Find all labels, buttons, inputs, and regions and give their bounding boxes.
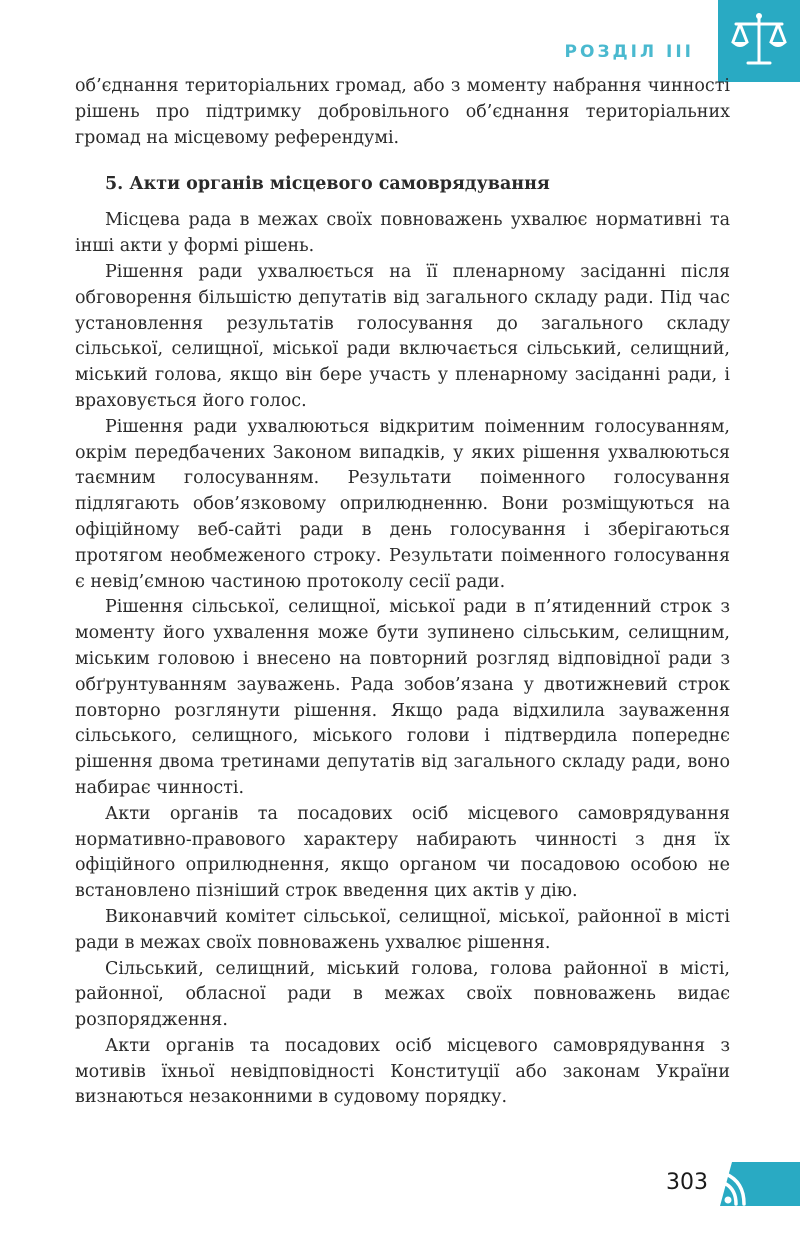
section-label: РОЗДІЛ ІІІ — [564, 42, 694, 62]
paragraph: Виконавчий комітет сільської, селищної, міської, районної в місті ради в межах своїх повноважень ухвалює рішення. — [75, 906, 730, 953]
paragraph: Акти органів та посадових осіб місцевого самоврядування з мотивів їхньої невідповідності Конституції або законам України визнаються незаконними в судовому порядку. — [75, 1035, 730, 1108]
page-number: 303 — [666, 1170, 708, 1195]
header-corner-tab — [718, 0, 800, 82]
wifi-signal-icon — [710, 1160, 800, 1208]
continued-paragraph: об’єднання територіальних громад, або з моменту набрання чинності рішень про підтримку добровільного об’єднання територіальних громад на місцевому референдумі. — [75, 76, 730, 148]
paragraph: Рішення сільської, селищної, міської ради в п’ятиденний строк з моменту його ухвалення може бути зупинено сільським, селищним, міським головою і внесено на повторний розгляд відповідної ради з обґрунтуванням зауважень. Рада зобов’язана у двотижневий строк повторно розглянути рішення. Якщо рада відхилила зауваження сільського, селищного, міського голови і підтвердила попереднє рішення двома третинами депутатів від загального складу ради, воно набирає чинності. — [75, 597, 730, 798]
section-heading: 5. Акти органів місцевого самоврядування — [105, 174, 550, 195]
scales-of-justice-icon — [728, 10, 790, 72]
paragraph: Рішення ради ухвалюються відкритим поіменним голосуванням, окрім передбачених Законом випадків, у яких рішення ухвалюються таємним голосуванням. Результати поіменного голосування підлягають обов’язковому оприлюдненню. Вони розміщуються на офіційному веб-сайті ради в день голосування і зберігаються протягом необмеженого строку. Результати поіменного голосування є невід’ємною частиною протоколу сесії ради. — [75, 416, 730, 592]
page-content — [75, 74, 730, 1111]
paragraph: Акти органів та посадових осіб місцевого самоврядування нормативно-правового характеру набирають чинності з дня їх офіційного оприлюднення, якщо органом чи посадовою особою не встановлено пізніший строк введення цих актів у дію. — [75, 803, 730, 902]
paragraph: Сільський, селищний, міський голова, голова районної в місті, районної, обласної ради в межах своїх повноважень видає розпорядження. — [75, 958, 730, 1031]
paragraph: Місцева рада в межах своїх повноважень ухвалює нормативні та інші акти у формі рішень. — [75, 210, 730, 257]
paragraph: Рішення ради ухвалюється на її пленарному засіданні після обговорення більшістю депутатів від загального складу ради. Під час установлення результатів голосування до загального складу сільської, селищної, міської ради включається сільський, селищний, міський голова, якщо він бере участь у пленарному засіданні ради, і враховується його голос. — [75, 261, 730, 411]
